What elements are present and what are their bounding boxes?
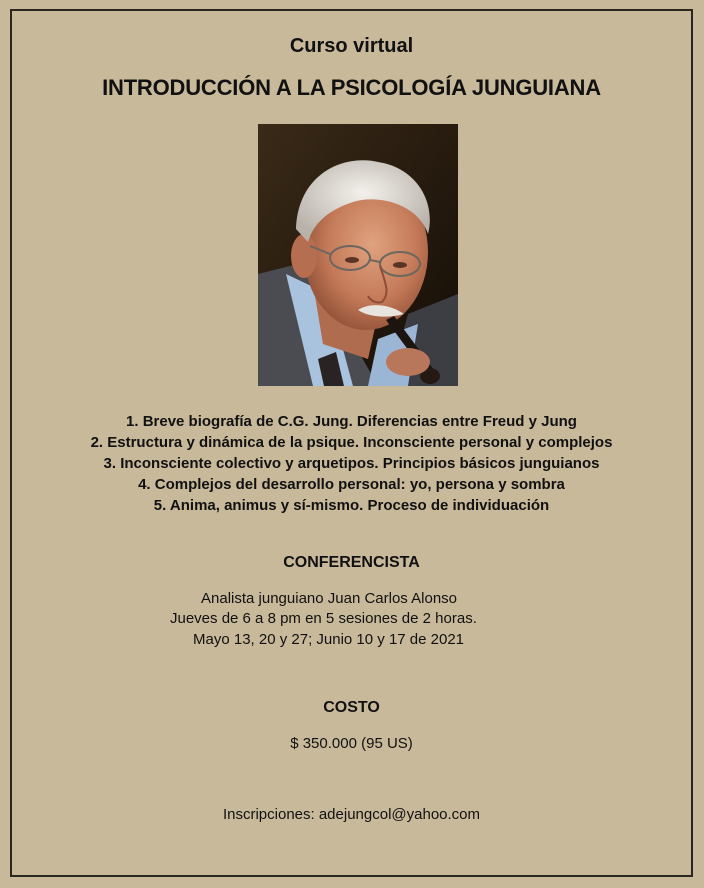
topic-item: 5. Anima, animus y sí-mismo. Proceso de individuación <box>153 497 550 514</box>
topic-item: 1. Breve biografía de C.G. Jung. Diferencias entre Freud y Jung <box>126 413 577 430</box>
price-line: $ 350.000 (95 US) <box>290 735 413 752</box>
dates-line: Mayo 13, 20 y 27; Junio 10 y 17 de 2021 <box>193 631 465 648</box>
cost-heading: COSTO <box>323 699 380 716</box>
topics-list <box>12 411 691 516</box>
course-subtitle: Curso virtual <box>289 35 414 57</box>
topic-item: 4. Complejos del desarrollo personal: yo, persona y sombra <box>138 476 565 493</box>
topic-item: 3. Inconsciente colectivo y arquetipos. Principios básicos junguianos <box>103 455 600 472</box>
portrait-photo <box>258 124 458 386</box>
flyer-frame <box>10 9 693 877</box>
schedule-line: Jueves de 6 a 8 pm en 5 sesiones de 2 horas. <box>170 610 477 627</box>
lecturer-name: Analista junguiano Juan Carlos Alonso <box>201 590 458 607</box>
topic-item: 2. Estructura y dinámica de la psique. Inconsciente personal y complejos <box>90 434 613 451</box>
registration-line: Inscripciones: adejungcol@yahoo.com <box>222 806 481 823</box>
lecturer-heading: CONFERENCISTA <box>283 554 420 571</box>
course-title: INTRODUCCIÓN A LA PSICOLOGÍA JUNGUIANA <box>102 75 601 100</box>
